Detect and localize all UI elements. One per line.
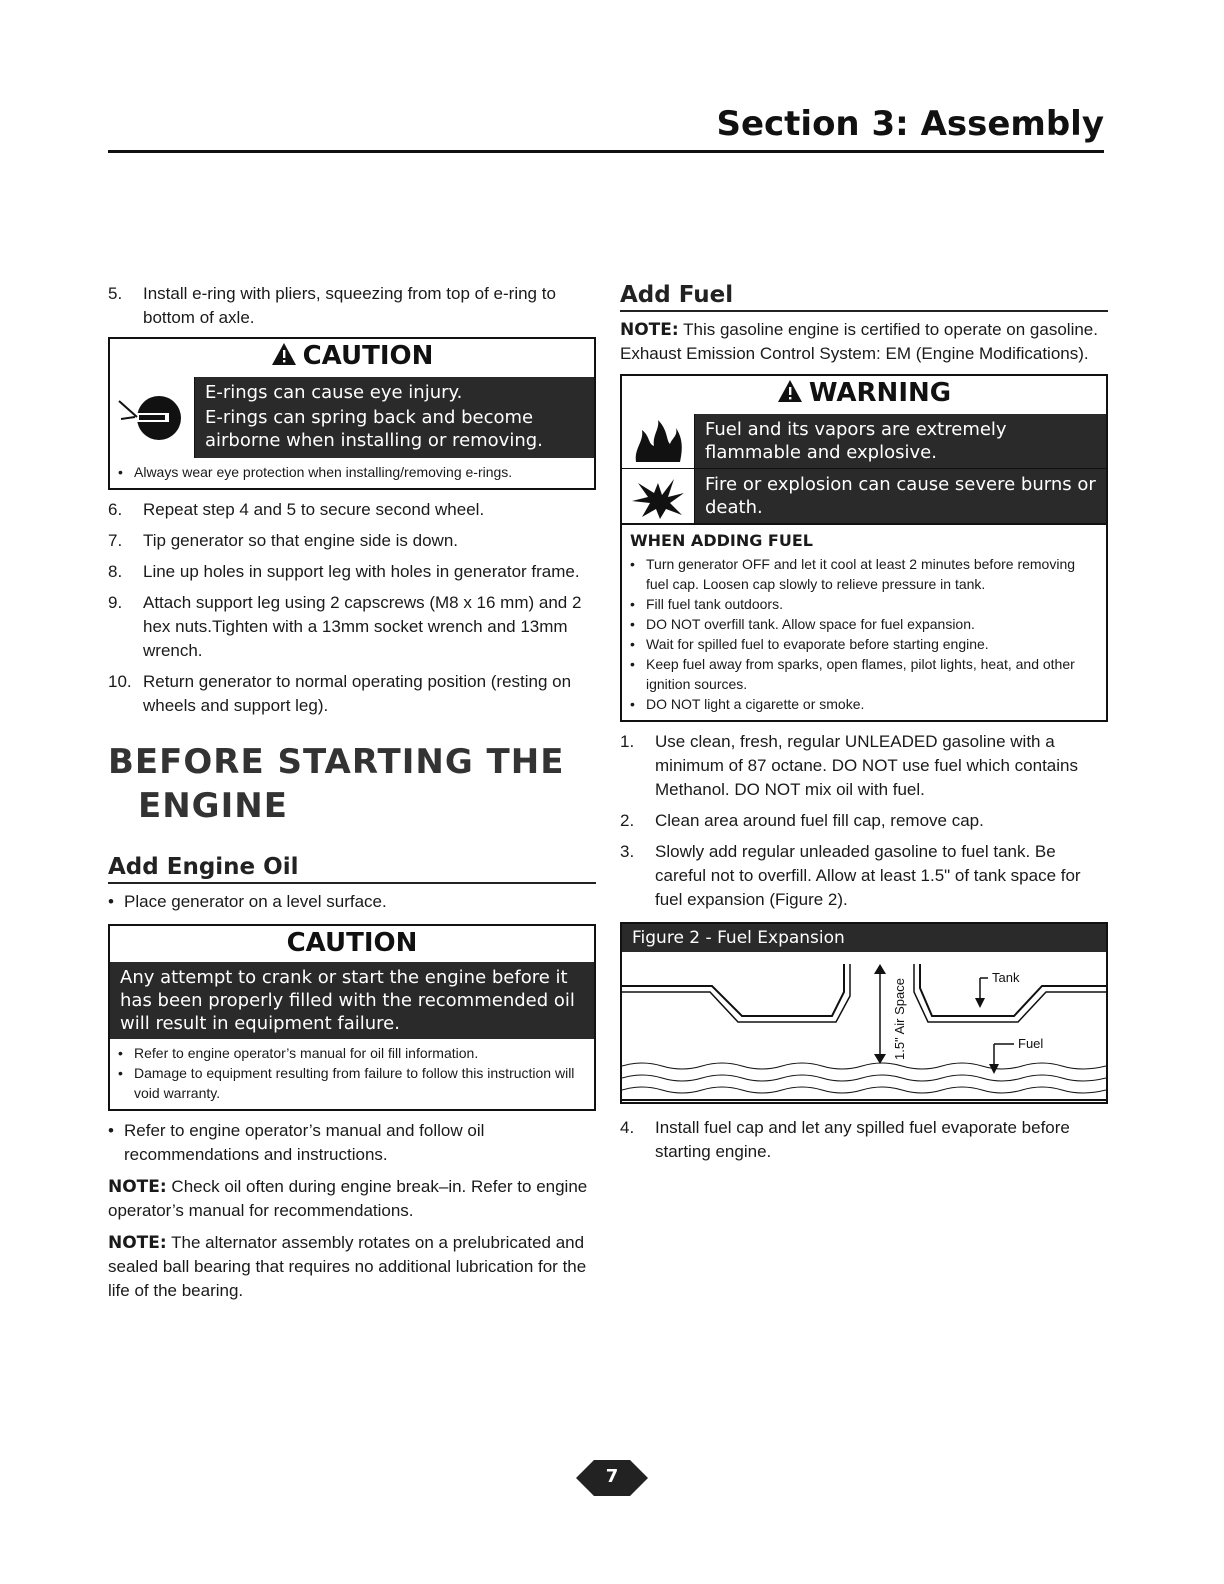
note-emission: NOTE: This gasoline engine is certified to operate on gasoline. Exhaust Emission Control System: EM (Engine Modifications). (620, 320, 1098, 363)
list-item: • Refer to engine operator’s manual for oil fill information. (118, 1045, 479, 1061)
caution-title-text: CAUTION (286, 928, 418, 958)
caution-title (110, 339, 594, 377)
heading-line-2: ENGINE (138, 786, 288, 826)
fuel-step-1: 1. Use clean, fresh, regular UNLEADED gasoline with a minimum of 87 octane. DO NOT use fuel which contains Methanol. DO NOT mix oil with fuel. (620, 732, 1078, 799)
caution-list (110, 1039, 594, 1109)
fuel-step-4: 4. Install fuel cap and let any spilled fuel evaporate before starting engine. (620, 1118, 1070, 1161)
caution-list (110, 458, 594, 488)
left-column (108, 282, 596, 1311)
list-item: • Turn generator OFF and let it cool at least 2 minutes before removing fuel cap. Loosen cap slowly to relieve pressure in tank. (630, 556, 1076, 592)
list-item: • Always wear eye protection when installing/removing e-rings. (118, 464, 513, 480)
hazard-text: Fire or explosion can cause severe burns or death. (705, 474, 1096, 518)
step-5 (108, 282, 596, 330)
warning-title-text: WARNING (808, 378, 952, 408)
list-item: • Fill fuel tank outdoors. (630, 596, 783, 612)
hazard-row-flammable (622, 414, 1106, 469)
note-alternator: NOTE: The alternator assembly rotates on a prelubricated and sealed ball bearing that requires no additional lubrication for the life of the bearing. (108, 1233, 587, 1300)
list-item: • Keep fuel away from sparks, open flames, pilot lights, heat, and other ignition sources. (630, 656, 1075, 692)
page-number-badge (576, 1458, 648, 1498)
step-9: 9. Attach support leg using 2 capscrews (M8 x 16 mm) and 2 hex nuts.Tighten with a 13mm socket wrench and 13mm wrench. (108, 593, 582, 660)
list-item: • Refer to engine operator’s manual and follow oil recommendations and instructions. (108, 1121, 485, 1164)
caution-title-text: CAUTION (302, 341, 434, 371)
fuel-step-3: 3. Slowly add regular unleaded gasoline to fuel tank. Be careful not to overfill. Allow at least 1.5" of tank space for fuel expansion (Figure 2). (620, 842, 1081, 909)
caution-hazard-text: Any attempt to crank or start the engine before it has been properly filled with the recommended oil will result in equipment failure. (120, 967, 575, 1034)
list-item: • DO NOT light a cigarette or smoke. (630, 696, 865, 712)
heading-line-1: BEFORE STARTING THE (108, 742, 565, 782)
note-oil-check: NOTE: Check oil often during engine break–in. Refer to engine operator’s manual for recommendations. (108, 1177, 588, 1220)
hazard-line: E-rings can spring back and become airborne when installing or removing. (205, 407, 543, 451)
list-item: • Wait for spilled fuel to evaporate before starting engine. (630, 636, 989, 652)
list-item: • DO NOT overfill tank. Allow space for fuel expansion. (630, 616, 975, 632)
hazard-line: E-rings can cause eye injury. (205, 382, 463, 403)
page-number: 7 (605, 1466, 619, 1487)
add-engine-oil-heading: Add Engine Oil (108, 854, 596, 884)
caution-hazard-band (110, 377, 594, 458)
step-6: 6. Repeat step 4 and 5 to secure second wheel. (108, 500, 485, 519)
fuel-step-2: 2. Clean area around fuel fill cap, remove cap. (620, 811, 984, 830)
hazard-text: Fuel and its vapors are extremely flammable and explosive. (705, 419, 1007, 463)
caution-box-erings (108, 337, 596, 490)
caution-box-oil (108, 924, 596, 1111)
figure-caption: Figure 2 - Fuel Expansion (622, 924, 1106, 952)
fuel-label: Fuel (1018, 1036, 1044, 1051)
step-10: 10. Return generator to normal operating position (resting on wheels and support leg). (108, 672, 572, 715)
warning-title (622, 376, 1106, 414)
air-space-label: 1.5" Air Space (892, 978, 907, 1060)
step-number: 5. (108, 284, 123, 303)
title-rule (108, 150, 1104, 153)
explosion-icon (622, 469, 695, 523)
section-title: Section 3: Assembly (716, 104, 1104, 144)
list-item: • Place generator on a level surface. (108, 892, 387, 911)
add-fuel-heading: Add Fuel (620, 282, 1108, 312)
fire-icon (622, 414, 695, 468)
list-item: • Damage to equipment resulting from failure to follow this instruction will void warranty. (118, 1065, 575, 1101)
caution-hazard-band (110, 962, 594, 1039)
tank-label: Tank (992, 970, 1020, 985)
when-adding-fuel-heading: WHEN ADDING FUEL (622, 524, 1106, 550)
figure-fuel-expansion (620, 922, 1108, 1104)
right-column (620, 282, 1108, 1171)
warning-triangle-icon (271, 342, 297, 373)
fuel-expansion-diagram (622, 952, 1106, 1102)
warning-triangle-icon (777, 379, 803, 410)
caution-hazard-text (195, 377, 594, 458)
step-8: 8. Line up holes in support leg with holes in generator frame. (108, 562, 580, 581)
step-7: 7. Tip generator so that engine side is down. (108, 531, 459, 550)
step-text: Install e-ring with pliers, squeezing from top of e-ring to bottom of axle. (143, 284, 556, 327)
warning-box-fuel (620, 374, 1108, 722)
hazard-row-explosion (622, 469, 1106, 524)
warning-list (622, 550, 1106, 720)
eye-protection-icon (110, 377, 195, 458)
before-starting-heading (108, 740, 596, 828)
